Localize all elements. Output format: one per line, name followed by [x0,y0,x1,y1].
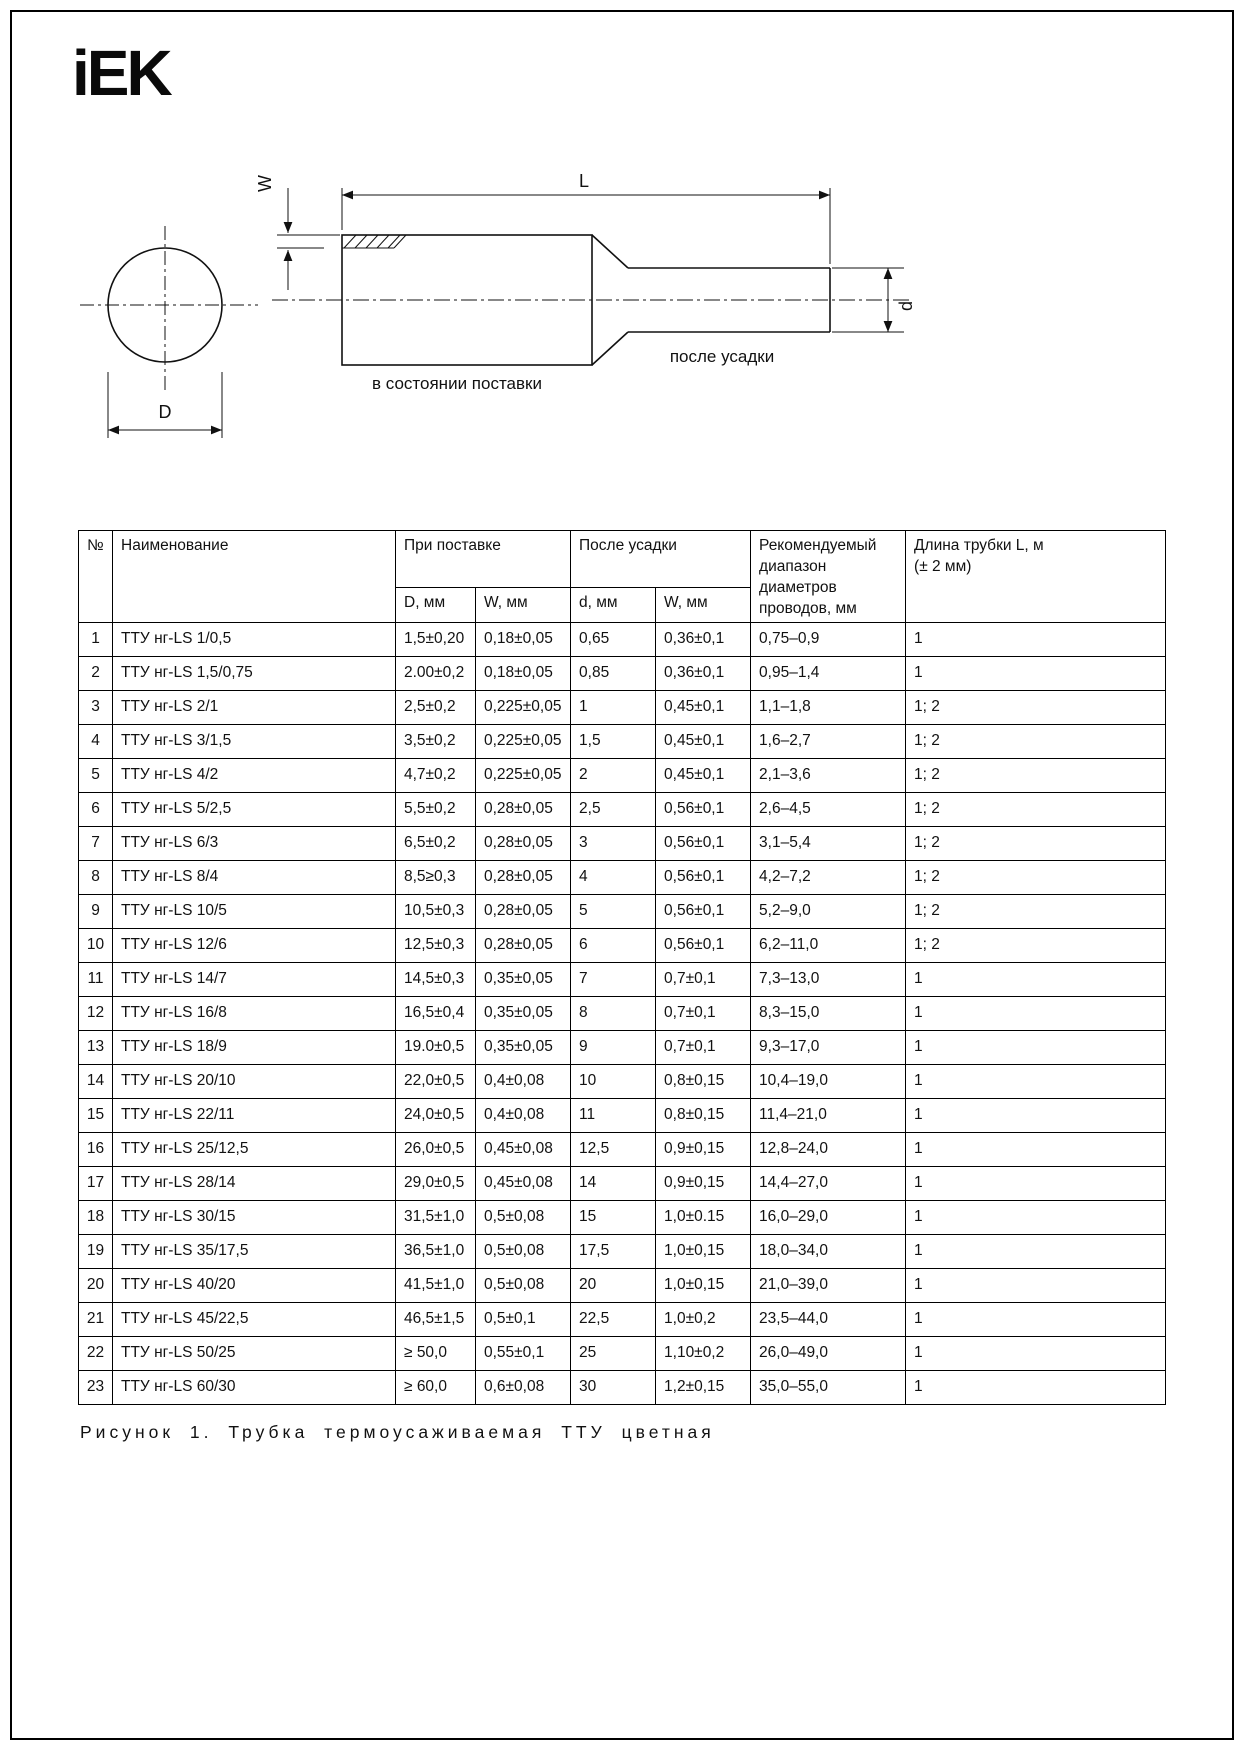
cell-name: ТТУ нг-LS 14/7 [113,962,396,996]
cell-name: ТТУ нг-LS 18/9 [113,1030,396,1064]
table-row [79,1166,1166,1200]
cell-num: 7 [79,826,113,860]
cell-range: 6,2–11,0 [751,928,906,962]
cell-num: 10 [79,928,113,962]
header-after-w: W, мм [656,587,751,622]
cell-after-d: 30 [571,1370,656,1404]
cell-name: ТТУ нг-LS 2/1 [113,690,396,724]
cell-supply-w: 0,225±0,05 [476,690,571,724]
cell-supply-d: 19.0±0,5 [396,1030,476,1064]
cell-after-w: 0,56±0,1 [656,894,751,928]
cell-range: 12,8–24,0 [751,1132,906,1166]
cell-after-w: 1,10±0,2 [656,1336,751,1370]
cell-name: ТТУ нг-LS 20/10 [113,1064,396,1098]
cell-length: 1 [906,1336,1166,1370]
table-row [79,860,1166,894]
cell-name: ТТУ нг-LS 50/25 [113,1336,396,1370]
cell-supply-d: 2.00±0,2 [396,656,476,690]
cell-range: 21,0–39,0 [751,1268,906,1302]
table-header [79,531,1166,623]
cell-name: ТТУ нг-LS 22/11 [113,1098,396,1132]
cell-name: ТТУ нг-LS 5/2,5 [113,792,396,826]
cell-num: 12 [79,996,113,1030]
cell-num: 8 [79,860,113,894]
cell-after-d: 20 [571,1268,656,1302]
cell-after-d: 10 [571,1064,656,1098]
cell-after-d: 12,5 [571,1132,656,1166]
cell-num: 2 [79,656,113,690]
cell-supply-d: 1,5±0,20 [396,622,476,656]
cell-num: 23 [79,1370,113,1404]
cell-supply-w: 0,18±0,05 [476,622,571,656]
cell-num: 14 [79,1064,113,1098]
table-row [79,1200,1166,1234]
cell-num: 3 [79,690,113,724]
cell-length: 1; 2 [906,792,1166,826]
cell-supply-w: 0,28±0,05 [476,894,571,928]
cell-after-w: 0,56±0,1 [656,860,751,894]
cell-name: ТТУ нг-LS 3/1,5 [113,724,396,758]
cell-range: 9,3–17,0 [751,1030,906,1064]
cell-supply-d: 4,7±0,2 [396,758,476,792]
spec-table [78,530,1166,1405]
cell-range: 26,0–49,0 [751,1336,906,1370]
dim-label-l: L [578,171,590,191]
cell-supply-w: 0,5±0,1 [476,1302,571,1336]
cell-name: ТТУ нг-LS 4/2 [113,758,396,792]
cell-after-d: 17,5 [571,1234,656,1268]
cell-length: 1 [906,622,1166,656]
cell-name: ТТУ нг-LS 6/3 [113,826,396,860]
cell-num: 16 [79,1132,113,1166]
table-row [79,1030,1166,1064]
cell-after-d: 2 [571,758,656,792]
table-row [79,690,1166,724]
dim-label-w: W [255,175,275,192]
dim-label-D: D [158,402,172,422]
cell-length: 1 [906,996,1166,1030]
cell-supply-w: 0,18±0,05 [476,656,571,690]
cell-num: 21 [79,1302,113,1336]
cell-supply-w: 0,28±0,05 [476,928,571,962]
header-after-d: d, мм [571,587,656,622]
cell-after-w: 1,0±0,15 [656,1234,751,1268]
cell-supply-d: 2,5±0,2 [396,690,476,724]
cell-length: 1 [906,1268,1166,1302]
cell-num: 4 [79,724,113,758]
table-row [79,792,1166,826]
technical-drawing [72,140,942,470]
cell-supply-d: 24,0±0,5 [396,1098,476,1132]
cell-num: 19 [79,1234,113,1268]
cell-after-d: 6 [571,928,656,962]
cell-supply-w: 0,35±0,05 [476,1030,571,1064]
cell-supply-d: 36,5±1,0 [396,1234,476,1268]
cell-range: 5,2–9,0 [751,894,906,928]
table-row [79,1234,1166,1268]
cell-after-d: 2,5 [571,792,656,826]
dim-label-d: d [896,300,916,312]
cell-after-w: 0,9±0,15 [656,1166,751,1200]
header-name: Наименование [113,531,396,623]
cell-length: 1 [906,1234,1166,1268]
header-num: № [79,531,113,623]
cell-after-w: 0,56±0,1 [656,826,751,860]
cell-after-d: 9 [571,1030,656,1064]
cell-range: 1,1–1,8 [751,690,906,724]
header-supply-w: W, мм [476,587,571,622]
cell-supply-d: 3,5±0,2 [396,724,476,758]
cell-supply-d: 22,0±0,5 [396,1064,476,1098]
cell-supply-w: 0,5±0,08 [476,1200,571,1234]
cell-supply-w: 0,55±0,1 [476,1336,571,1370]
cell-after-d: 25 [571,1336,656,1370]
cell-supply-d: 10,5±0,3 [396,894,476,928]
cell-range: 3,1–5,4 [751,826,906,860]
cell-range: 0,75–0,9 [751,622,906,656]
cell-num: 13 [79,1030,113,1064]
cell-length: 1 [906,1200,1166,1234]
table-row [79,1370,1166,1404]
cell-name: ТТУ нг-LS 10/5 [113,894,396,928]
cell-num: 11 [79,962,113,996]
cell-name: ТТУ нг-LS 1/0,5 [113,622,396,656]
cell-length: 1 [906,1302,1166,1336]
cell-name: ТТУ нг-LS 25/12,5 [113,1132,396,1166]
cell-length: 1 [906,1132,1166,1166]
cell-name: ТТУ нг-LS 45/22,5 [113,1302,396,1336]
cell-length: 1; 2 [906,826,1166,860]
table-row [79,928,1166,962]
cell-name: ТТУ нг-LS 30/15 [113,1200,396,1234]
cell-supply-d: 26,0±0,5 [396,1132,476,1166]
cell-supply-d: 14,5±0,3 [396,962,476,996]
cell-supply-w: 0,5±0,08 [476,1234,571,1268]
cell-supply-w: 0,28±0,05 [476,826,571,860]
table-body [79,622,1166,1404]
cell-after-w: 1,2±0,15 [656,1370,751,1404]
cell-supply-d: 6,5±0,2 [396,826,476,860]
cell-range: 7,3–13,0 [751,962,906,996]
cell-supply-d: 29,0±0,5 [396,1166,476,1200]
cell-after-w: 1,0±0,2 [656,1302,751,1336]
table-row [79,656,1166,690]
cell-supply-w: 0,35±0,05 [476,996,571,1030]
cell-length: 1 [906,962,1166,996]
cell-after-d: 3 [571,826,656,860]
cell-num: 9 [79,894,113,928]
cell-after-w: 0,56±0,1 [656,928,751,962]
cell-after-d: 5 [571,894,656,928]
header-length-line1: Длина трубки L, м [914,537,1044,554]
header-range: Рекомендуемый диапазон диаметров проводов, мм [751,531,906,623]
cell-length: 1 [906,1030,1166,1064]
cell-after-w: 0,9±0,15 [656,1132,751,1166]
cell-length: 1 [906,656,1166,690]
cell-after-w: 0,36±0,1 [656,622,751,656]
cell-name: ТТУ нг-LS 35/17,5 [113,1234,396,1268]
table-row [79,996,1166,1030]
cell-num: 5 [79,758,113,792]
cell-after-d: 22,5 [571,1302,656,1336]
cell-range: 4,2–7,2 [751,860,906,894]
cell-length: 1; 2 [906,894,1166,928]
cell-num: 15 [79,1098,113,1132]
table-row [79,622,1166,656]
cell-num: 22 [79,1336,113,1370]
cell-num: 20 [79,1268,113,1302]
cell-after-w: 0,36±0,1 [656,656,751,690]
cell-supply-w: 0,45±0,08 [476,1166,571,1200]
cell-supply-w: 0,35±0,05 [476,962,571,996]
cell-length: 1; 2 [906,758,1166,792]
table-row [79,1064,1166,1098]
table-row [79,894,1166,928]
cell-after-w: 0,45±0,1 [656,758,751,792]
cell-supply-w: 0,4±0,08 [476,1098,571,1132]
cell-supply-w: 0,225±0,05 [476,724,571,758]
cell-supply-w: 0,5±0,08 [476,1268,571,1302]
cell-after-w: 0,7±0,1 [656,962,751,996]
cell-range: 11,4–21,0 [751,1098,906,1132]
cell-after-w: 0,56±0,1 [656,792,751,826]
cell-supply-w: 0,6±0,08 [476,1370,571,1404]
cell-range: 23,5–44,0 [751,1302,906,1336]
cell-length: 1; 2 [906,928,1166,962]
cell-supply-d: 16,5±0,4 [396,996,476,1030]
cell-range: 10,4–19,0 [751,1064,906,1098]
cell-supply-d: 8,5≥0,3 [396,860,476,894]
cell-supply-d: 5,5±0,2 [396,792,476,826]
table-row [79,962,1166,996]
header-after-group: После усадки [571,531,751,588]
table-row [79,826,1166,860]
cell-length: 1 [906,1064,1166,1098]
cell-after-w: 0,7±0,1 [656,1030,751,1064]
dimension-lines [277,188,904,332]
iek-logo: iEK [72,37,170,109]
cell-supply-w: 0,4±0,08 [476,1064,571,1098]
cell-after-d: 11 [571,1098,656,1132]
cell-range: 18,0–34,0 [751,1234,906,1268]
cell-supply-d: ≥ 50,0 [396,1336,476,1370]
cell-after-d: 0,85 [571,656,656,690]
table-row [79,1268,1166,1302]
cell-name: ТТУ нг-LS 28/14 [113,1166,396,1200]
cell-supply-w: 0,45±0,08 [476,1132,571,1166]
cell-num: 17 [79,1166,113,1200]
cell-supply-w: 0,28±0,05 [476,792,571,826]
cell-length: 1; 2 [906,724,1166,758]
cell-num: 1 [79,622,113,656]
cell-range: 2,1–3,6 [751,758,906,792]
cell-after-d: 8 [571,996,656,1030]
header-supply-group: При поставке [396,531,571,588]
drawing-labels [159,171,917,422]
cell-length: 1; 2 [906,690,1166,724]
cell-supply-d: 46,5±1,5 [396,1302,476,1336]
cell-range: 2,6–4,5 [751,792,906,826]
cell-after-d: 15 [571,1200,656,1234]
cell-length: 1 [906,1166,1166,1200]
table-row [79,758,1166,792]
table-row [79,1132,1166,1166]
header-supply-d: D, мм [396,587,476,622]
label-after-shrink: после усадки [669,347,775,366]
table-row [79,724,1166,758]
cell-name: ТТУ нг-LS 40/20 [113,1268,396,1302]
cell-range: 14,4–27,0 [751,1166,906,1200]
cell-range: 0,95–1,4 [751,656,906,690]
cell-supply-d: ≥ 60,0 [396,1370,476,1404]
cell-num: 18 [79,1200,113,1234]
table-row [79,1098,1166,1132]
cell-supply-d: 41,5±1,0 [396,1268,476,1302]
cell-name: ТТУ нг-LS 8/4 [113,860,396,894]
cell-length: 1 [906,1098,1166,1132]
cell-name: ТТУ нг-LS 12/6 [113,928,396,962]
cell-after-d: 14 [571,1166,656,1200]
cell-after-w: 1,0±0,15 [656,1268,751,1302]
cell-name: ТТУ нг-LS 60/30 [113,1370,396,1404]
wall-hatching [342,235,406,248]
table-row [79,1302,1166,1336]
cell-range: 1,6–2,7 [751,724,906,758]
cell-after-w: 0,45±0,1 [656,690,751,724]
cell-num: 6 [79,792,113,826]
technical-drawing-svg [72,140,942,470]
cell-name: ТТУ нг-LS 16/8 [113,996,396,1030]
cell-after-d: 7 [571,962,656,996]
cell-supply-d: 12,5±0,3 [396,928,476,962]
figure-caption: Рисунок 1. Трубка термоусаживаемая ТТУ цветная [80,1422,715,1442]
cell-range: 35,0–55,0 [751,1370,906,1404]
cell-after-w: 0,8±0,15 [656,1064,751,1098]
cell-supply-w: 0,28±0,05 [476,860,571,894]
cell-after-d: 1 [571,690,656,724]
cell-after-d: 0,65 [571,622,656,656]
table-row [79,1336,1166,1370]
header-length-line2: (± 2 мм) [914,557,972,575]
cell-range: 8,3–15,0 [751,996,906,1030]
cell-supply-d: 31,5±1,0 [396,1200,476,1234]
header-length [906,531,1166,623]
cell-range: 16,0–29,0 [751,1200,906,1234]
cell-after-w: 1,0±0.15 [656,1200,751,1234]
cell-supply-w: 0,225±0,05 [476,758,571,792]
cell-length: 1; 2 [906,860,1166,894]
cell-after-w: 0,8±0,15 [656,1098,751,1132]
cell-length: 1 [906,1370,1166,1404]
cell-after-d: 4 [571,860,656,894]
label-supply-state: в состоянии поставки [372,374,542,393]
cell-after-w: 0,45±0,1 [656,724,751,758]
cell-after-w: 0,7±0,1 [656,996,751,1030]
cell-after-d: 1,5 [571,724,656,758]
cell-name: ТТУ нг-LS 1,5/0,75 [113,656,396,690]
